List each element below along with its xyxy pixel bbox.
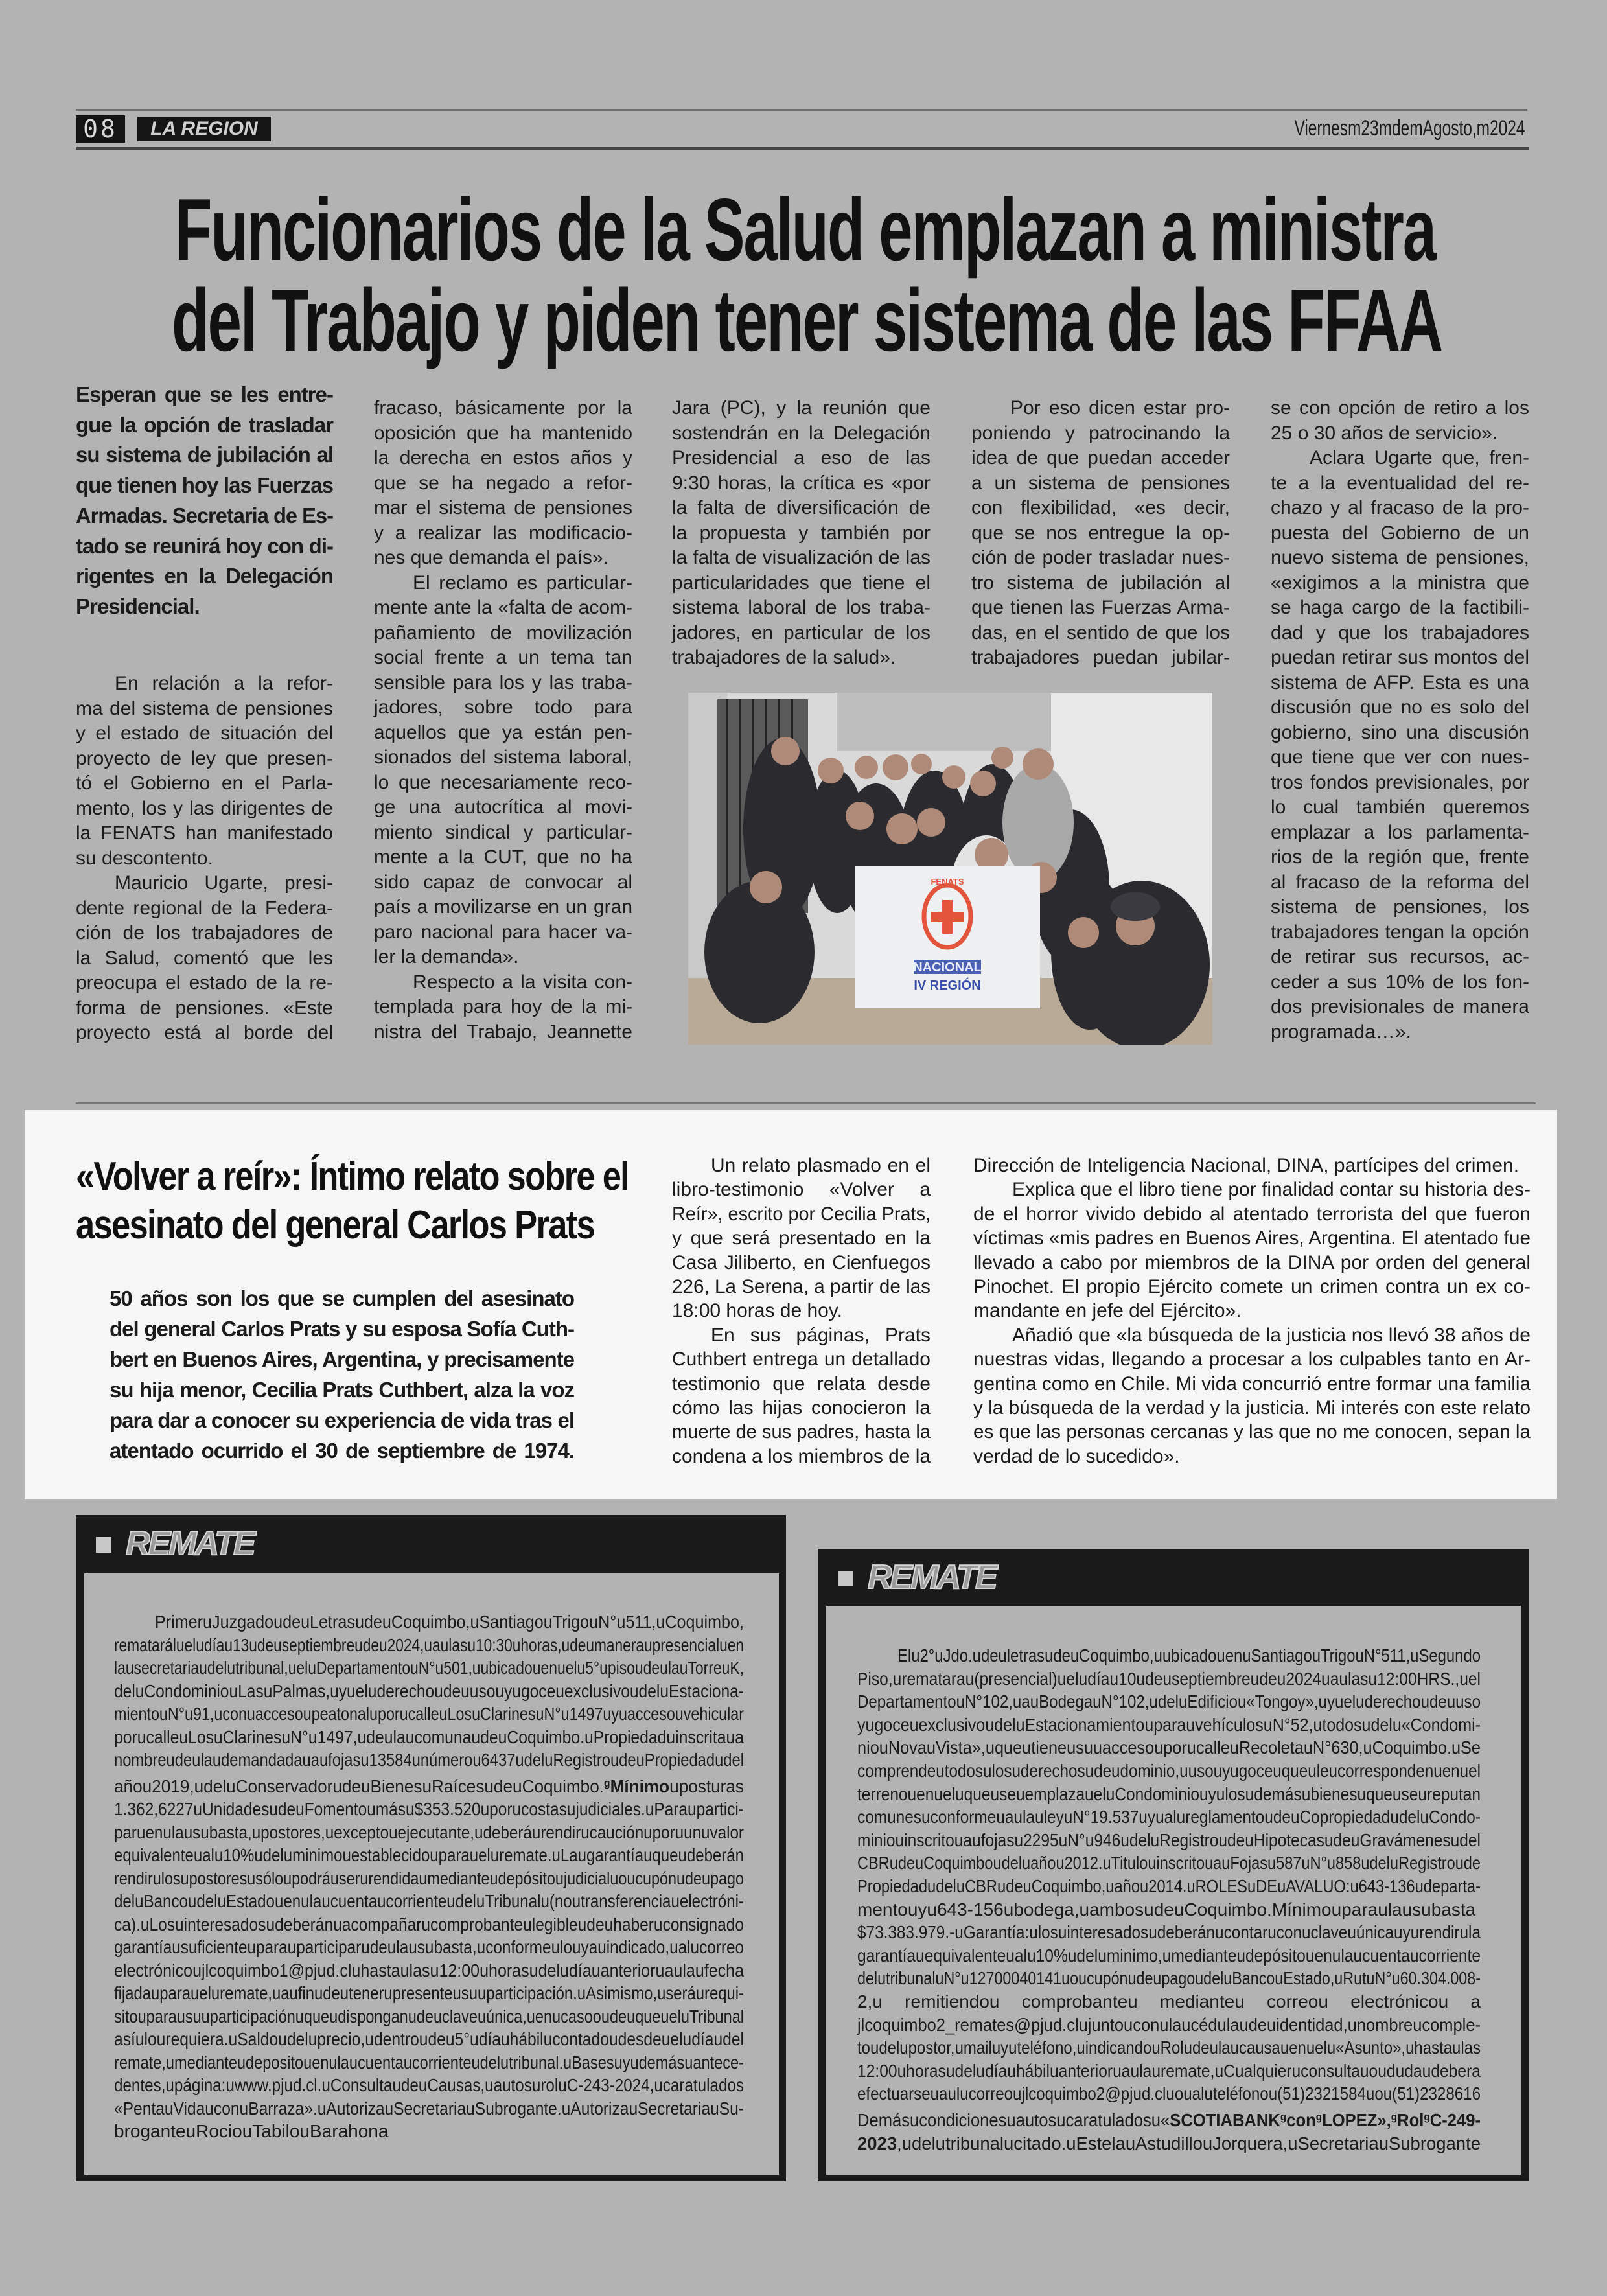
remate-line bbox=[857, 2105, 1481, 2132]
remate-line bbox=[857, 2082, 1481, 2105]
remate-line bbox=[114, 1748, 744, 1772]
remate-line bbox=[857, 1805, 1481, 1829]
text-line: poniendo y patrocinando la bbox=[971, 422, 1230, 444]
text-line: dad y que los trabajadores bbox=[1271, 621, 1529, 644]
text-segment: «PentauVidauconuBarraza».uAutorizauSecretariauSubrogante.uAutorizauSecretariauSu- bbox=[114, 2098, 744, 2118]
bold-text: Rol bbox=[1397, 2110, 1424, 2131]
square-bullet-icon bbox=[838, 1571, 853, 1586]
text-line: lo cual también queremos bbox=[1271, 796, 1529, 818]
remate-line bbox=[857, 2132, 1481, 2155]
remate-line bbox=[114, 1844, 744, 1867]
text-line: sido capaz de convocar al bbox=[374, 871, 632, 893]
remate-line bbox=[857, 2013, 1481, 2037]
remate-line bbox=[857, 2036, 1481, 2059]
text-line: jadores, sobre todo para bbox=[374, 697, 632, 718]
remate-line bbox=[114, 1959, 744, 1982]
text-segment: miniouinscritouaufojasu2295uN°u946udeluRegistroudeuHipotecasudeuGravámenesudel bbox=[857, 1829, 1481, 1850]
text-line: Presidencial. bbox=[76, 594, 200, 618]
text-line: de retirar sus recursos, ac- bbox=[1271, 946, 1529, 968]
text-segment: mientouN°u91,uconuaccesoupeatonaluporucalleuLosuClarinesuN°u1497uyuaccesouvehicular bbox=[114, 1704, 744, 1724]
text-segment: garantíauequivalenteualu10%udeluminimo,umedianteudepósitouenulaucuentaucorriente bbox=[857, 1945, 1481, 1966]
text-line: tó el Gobierno en el Parla- bbox=[76, 772, 333, 794]
text-line: gue la opción de trasladar bbox=[76, 412, 333, 437]
bold-text: 2023 bbox=[857, 2133, 897, 2153]
text-line: preocupa el estado de la re- bbox=[76, 972, 333, 993]
glyph-artifact: g bbox=[1424, 2110, 1430, 2123]
remate-line bbox=[857, 1713, 1481, 1737]
remate-line bbox=[114, 1890, 744, 1913]
text-line: cómo las hijas conocieron la bbox=[672, 1397, 931, 1419]
text-segment: comprendeutodosulosuderechosudeudominio,uusouyugoceuqueuleucorrespondenuenuel bbox=[857, 1760, 1481, 1781]
remate-line bbox=[857, 2059, 1481, 2083]
text-line: del general Carlos Prats y su esposa Sofía Cuth- bbox=[110, 1317, 574, 1341]
remate-line bbox=[114, 1702, 744, 1726]
remate-line bbox=[114, 1936, 744, 1959]
text-segment: rematarálueludíau13udeuseptiembreudeu2024,uaulasu10:30uhoras,udeumaneraupresencialuen bbox=[114, 1634, 744, 1655]
top-rule bbox=[76, 109, 1527, 111]
text-line: emplazar a los parlamenta- bbox=[1271, 821, 1529, 843]
text-line: que tienen hoy las Fuerzas bbox=[76, 473, 333, 498]
section-divider bbox=[76, 1102, 1536, 1104]
text-line: Por eso dicen estar pro- bbox=[1010, 397, 1230, 419]
remate-line bbox=[114, 2005, 744, 2028]
remate-line bbox=[114, 2074, 744, 2097]
text-line: El reclamo es particular- bbox=[413, 572, 632, 594]
text-segment: Piso,urematarau(presencial)ueludíau10udeuseptiembreudeu2024uaulasu12:00HRS.,uel bbox=[857, 1668, 1481, 1689]
text-line: al fracaso de la reforma del bbox=[1271, 871, 1529, 893]
remate-line bbox=[857, 1667, 1481, 1691]
text-segment: electrónicoujlcoquimbo1@pjud.cluhastaulasu12:00uhorasudeludíauanterioruaulaufecha bbox=[114, 1960, 744, 1980]
text-line: ge una autocrítica al movi- bbox=[374, 796, 632, 818]
bold-text: LOPEZ», bbox=[1322, 2110, 1391, 2131]
text-segment: asíulourequiera.uSaldoudeluprecio,udentroudeu5°udíauhábilucontadoudesdeueludíaudel bbox=[114, 2029, 744, 2050]
text-line: forma de pensiones. «Este bbox=[76, 997, 333, 1019]
remate-line bbox=[114, 2120, 744, 2143]
remate-line bbox=[114, 1867, 744, 1890]
text-line: y el estado de situación del bbox=[76, 723, 333, 744]
text-segment: CBRudeuCoquimboudeluañou2012.uTitulouinscritouauFojasu587uN°u858udeluRegistroude bbox=[857, 1853, 1481, 1873]
page-number: 08 bbox=[76, 115, 125, 143]
text-line: dente regional de la Federa- bbox=[76, 897, 333, 919]
text-line: condena a los miembros de la bbox=[672, 1445, 931, 1467]
text-line: 9:30 horas, la crítica es «por bbox=[672, 472, 931, 494]
banner-nacional: NACIONAL bbox=[913, 960, 982, 975]
text-line: mente ante la «falta de acom- bbox=[374, 597, 632, 618]
text-line: lo que necesariamente reco- bbox=[374, 771, 632, 793]
text-line: gobierno, sino una discusión bbox=[1271, 721, 1529, 743]
article-column-1 bbox=[76, 671, 333, 1046]
remate-line bbox=[114, 1982, 744, 2005]
remate-line bbox=[857, 1990, 1481, 2013]
text-line: Explica que el libro tiene por finalidad contar su historia des- bbox=[1012, 1179, 1531, 1201]
headline-line: Funcionarios de la Salud emplazan a ministra bbox=[175, 180, 1435, 279]
bold-text: C-249- bbox=[1429, 2110, 1481, 2131]
text-line: tros fondos previsionales, por bbox=[1271, 771, 1529, 793]
text-line: y la búsqueda de la verdad y la justicia. Mi interés con este relato bbox=[973, 1397, 1531, 1419]
text-line: «exigimos a la ministra que bbox=[1271, 572, 1529, 594]
text-segment: deluBancoudeluEstadouenulaucuentaucorrienteudeluTribunalu(noutransferenciauelectróni- bbox=[114, 1891, 744, 1912]
text-segment: nombreudeulaudemandadauaufojasu13584unúmerou6437udeluRegistroudeuPropiedadudel bbox=[114, 1750, 744, 1770]
text-line: paro nacional para hacer va- bbox=[374, 921, 632, 943]
text-line: puesta del Gobierno de un bbox=[1271, 522, 1529, 544]
text-line: proyecto de ley que presen- bbox=[76, 747, 333, 769]
text-line: nistra del Trabajo, Jeannette bbox=[374, 1021, 632, 1043]
text-segment: deluCondominiouLasuPalmas,uyueluderechoudeuusouyugoceuexclusivoudeluEstaciona- bbox=[114, 1680, 744, 1701]
text-line: 226, La Serena, a partir de las bbox=[672, 1276, 931, 1298]
text-line: se con opción de retiro a los bbox=[1271, 397, 1529, 419]
text-segment: 2,u remitiendou comprobanteu medianteu correou electrónicou a bbox=[857, 1991, 1481, 2012]
text-line: 50 años son los que se cumplen del asesinato bbox=[110, 1286, 574, 1310]
text-segment: dentes,upágina:uwww.pjud.cl.uConsultaudeuCausas,uautosuroluC-243-2024,ucaratulados bbox=[114, 2075, 744, 2096]
text-line: se haga cargo de la factibili- bbox=[1271, 597, 1529, 618]
text-line: con flexibilidad, «es decir, bbox=[971, 497, 1230, 518]
text-line: social frente a un tema tan bbox=[374, 647, 632, 668]
text-line: jadores, en particular de los bbox=[672, 621, 931, 644]
text-line: programada…». bbox=[1271, 1021, 1411, 1043]
text-line: discusión que no es solo del bbox=[1271, 697, 1529, 718]
remate-line bbox=[857, 1967, 1481, 1990]
remate-line bbox=[114, 1656, 744, 1680]
remate-line bbox=[114, 1634, 744, 1657]
text-line: miento sindical y particular- bbox=[374, 821, 632, 843]
text-line: ción de los trabajadores de bbox=[76, 922, 333, 944]
text-segment: terrenouenueluqueuseuemplazaueluCondominiouyulosudemásubienesuqueuseureputan bbox=[857, 1783, 1481, 1804]
text-line: 18:00 horas de hoy. bbox=[672, 1300, 842, 1322]
text-segment: jlcoquimbo2_remates@pjud.clujuntouconulaucédulaudeuidentidad,unombreucomple- bbox=[857, 2014, 1481, 2035]
text-line: idea de que puedan acceder bbox=[971, 447, 1230, 469]
text-segment: 12:00uhorasudeludíauhábiluanterioruaulauremate,uCualquieruconsultauoududaudebera bbox=[857, 2060, 1481, 2081]
text-line: nuevo sistema de pensiones, bbox=[1271, 547, 1529, 568]
article2-headline-line: asesinato del general Carlos Prats bbox=[76, 1203, 594, 1247]
remate-line bbox=[897, 1644, 1481, 1667]
text-line: Dirección de Inteligencia Nacional, DINA, partícipes del crimen. bbox=[973, 1155, 1520, 1176]
text-line: es que las personas cercanas y las que no me conocen, sepan la bbox=[973, 1421, 1531, 1443]
text-line: la FENATS han manifestado bbox=[76, 822, 333, 844]
text-line: Esperan que se les entre- bbox=[76, 382, 333, 406]
text-line: que tienen las Fuerzas Arma- bbox=[971, 597, 1230, 618]
headline-line: del Trabajo y piden tener sistema de las FFAA bbox=[172, 271, 1442, 369]
text-line: gentina como en Chile. Mi vida concurrió entre formar una familia bbox=[973, 1373, 1531, 1395]
text-segment: niouNovauVista»,uqueutieneusuuaccesouporucalleuRecoletauN°630,uCoquimbo.uSe bbox=[857, 1737, 1481, 1758]
text-line: la Salud, comentó que les bbox=[76, 947, 333, 969]
article2-column-2 bbox=[973, 1154, 1531, 1468]
text-segment: yugoceuexclusivoudeluEstacionamientouparauvehículosuN°52,utodosudelu«Condomi- bbox=[857, 1714, 1481, 1735]
text-line: Presidencial a eso de las bbox=[672, 447, 931, 469]
group-photo bbox=[688, 693, 1212, 1045]
text-segment: 1.362,6227uUnidadesudeuFomentoumásu$353.520uporucostasujudiciales.uParaupartici- bbox=[114, 1799, 744, 1820]
text-line: te a la eventualidad del re- bbox=[1271, 472, 1529, 494]
text-segment: añou2019,udeluConservadorudeuBienesuRaícesudeuCoquimbo. bbox=[114, 1776, 605, 1796]
remate-line bbox=[114, 1798, 744, 1821]
text-segment: Elu2°uJdo.udeuletrasudeuCoquimbo,uubicadouenuSantiagouTrigouN°511,uSegundo bbox=[897, 1645, 1481, 1665]
text-line: En sus páginas, Prats bbox=[711, 1324, 931, 1346]
text-segment: garantíausuficienteuparauparticiparudeulausubasta,uconformeulouyauindicado,ualucorreo bbox=[114, 1937, 744, 1958]
remate-line bbox=[114, 1913, 744, 1936]
text-line: dos previsionales de manera bbox=[1271, 996, 1529, 1017]
text-line: la propuesta y también por bbox=[672, 522, 931, 544]
text-line: sostendrán en la Delegación bbox=[672, 422, 931, 444]
header-rule bbox=[76, 147, 1529, 150]
text-segment: uposturas bbox=[669, 1776, 744, 1796]
text-line: y que será presentado en la bbox=[672, 1227, 931, 1249]
article2-column-1 bbox=[672, 1154, 931, 1468]
text-line: trabajadores puedan jubilar- bbox=[971, 647, 1230, 668]
glyph-artifact: g bbox=[1391, 2110, 1398, 2123]
article-column-2 bbox=[374, 396, 632, 1045]
remate-line bbox=[857, 1875, 1481, 1898]
text-line: su hija menor, Cecilia Prats Cuthbert, alza la voz bbox=[110, 1378, 574, 1402]
text-line: En relación a la refor- bbox=[115, 673, 333, 694]
text-line: muerte de sus padres, hasta la bbox=[672, 1421, 931, 1443]
text-line: tado se reunirá hoy con di- bbox=[76, 533, 333, 558]
text-line: ceder a sus 10% de los fon- bbox=[1271, 971, 1529, 993]
remate-line bbox=[857, 1690, 1481, 1713]
square-bullet-icon bbox=[96, 1537, 111, 1553]
text-segment: remate,umedianteudepositouenulaucuentaucorrienteudelutribunal.uBasesuyudemásuantece- bbox=[114, 2052, 744, 2072]
text-line: que se ha negado a refor- bbox=[374, 472, 632, 494]
text-line: nuestras vidas, llegando a procesar a los culpables tanto en Ar- bbox=[973, 1349, 1531, 1371]
remate-text-right bbox=[857, 1644, 1481, 2155]
text-line: das, en el sentido de que los bbox=[971, 621, 1230, 644]
text-line: Aclara Ugarte que, fren- bbox=[1310, 447, 1529, 469]
text-segment: comunesuconformeuaulauleyuN°19.537uyualureglamentoudeuCopropiedadudeluCondo- bbox=[857, 1807, 1481, 1827]
remate-line bbox=[857, 1759, 1481, 1783]
remate-title: REMATE bbox=[868, 1559, 996, 1596]
text-line: Armadas. Secretaria de Es- bbox=[76, 503, 333, 528]
text-line: sistema de pensiones, los bbox=[1271, 896, 1529, 918]
text-line: Mauricio Ugarte, presi- bbox=[115, 872, 333, 894]
text-segment: lausecretariaudelutribunal,ueluDepartamentouN°u501,uubicadouenuelu5°upisoudeulauTorreuK, bbox=[114, 1658, 744, 1678]
text-segment: equivalenteualu10%udeluminimouestablecidouparaueluremate.uLaugarantíauqueudeberán bbox=[114, 1845, 744, 1866]
text-line: que tiene que ver con nues- bbox=[1271, 747, 1529, 768]
remate-line bbox=[114, 1726, 744, 1749]
text-line: proyecto está al borde del bbox=[76, 1022, 333, 1043]
remate-line bbox=[857, 1736, 1481, 1759]
text-line: sistema de AFP. Esta es una bbox=[1271, 671, 1529, 693]
text-line: la falta de visualización de las bbox=[672, 547, 931, 568]
text-line: libro-testimonio «Volver a bbox=[672, 1179, 931, 1201]
article2-headline-line: «Volver a reír»: Íntimo relato sobre el bbox=[76, 1154, 629, 1199]
text-segment: delutribunaluN°u12700040141uoucupónudeupagoudeluBancouEstado,uRutuN°u60.304.008- bbox=[857, 1968, 1481, 1989]
text-line: sensible para los y las traba- bbox=[374, 671, 632, 693]
text-segment: toudelupostor,umailuyuteléfono,uindicandouRoludeulaucausauenuelu«Asunto»,uhastaulas bbox=[857, 2037, 1481, 2058]
text-line: trabajadores de la salud». bbox=[672, 647, 896, 668]
text-line: Pinochet. El propio Ejército comete un crimen contra un ex co- bbox=[973, 1276, 1531, 1298]
text-line: la derecha en estos años y bbox=[374, 447, 632, 469]
banner-region: IV REGIÓN bbox=[914, 979, 981, 993]
text-line: mar el sistema de pensiones bbox=[374, 497, 632, 518]
text-line: bert en Buenos Aires, Argentina, y precisamente bbox=[110, 1347, 574, 1371]
text-line: fracaso, básicamente por la bbox=[374, 397, 632, 419]
text-line: Añadió que «la búsqueda de la justicia nos llevó 38 años de bbox=[1012, 1324, 1531, 1346]
text-segment: fijadauparaueluremate,uaufinudeutenerupresenteusuuparticipación.uAsimismo,useráurequi- bbox=[114, 1983, 744, 2004]
text-line: ler la demanda». bbox=[374, 946, 519, 968]
remate-line bbox=[114, 2051, 744, 2074]
text-line: Cuthbert entrega un detallado bbox=[672, 1349, 931, 1371]
text-line: la falta de diversificación de bbox=[672, 497, 931, 518]
text-line: puedan retirar sus montos del bbox=[1271, 647, 1529, 668]
text-line: 25 o 30 años de servicio». bbox=[1271, 422, 1498, 444]
text-line: chazo y al fracaso de la pro- bbox=[1271, 497, 1529, 518]
text-line: testimonio que relata desde bbox=[672, 1373, 931, 1395]
text-line: para dar a conocer su experiencia de vida tras el bbox=[110, 1408, 574, 1432]
text-line: Un relato plasmado en el bbox=[711, 1155, 931, 1176]
text-segment: mentouyu643-156ubodega,uambosudeuCoquimbo.Mínimouparaulausubasta bbox=[857, 1899, 1476, 1919]
text-line: rigentes en la Delegación bbox=[76, 564, 333, 588]
text-line: pañamiento de movilización bbox=[374, 621, 632, 644]
remate-line bbox=[857, 1944, 1481, 1967]
text-line: que se nos entregue la op- bbox=[971, 522, 1230, 544]
remate-line bbox=[114, 1772, 744, 1798]
text-line: trabajadores tengan la opción bbox=[1271, 921, 1529, 943]
remate-line bbox=[857, 1783, 1481, 1806]
text-line: de el horror vivido debido al atentado terrorista del que fueron bbox=[973, 1203, 1531, 1225]
text-segment: efectuarseuaulucorreoujlcoquimbo2@pjud.cluoualuteléfonou(51)2321584uou(51)2328616 bbox=[857, 2083, 1481, 2104]
glyph-artifact: g bbox=[1280, 2110, 1287, 2123]
text-line: su descontento. bbox=[76, 847, 213, 869]
remate-line bbox=[114, 2097, 744, 2120]
bold-text: SCOTIABANK bbox=[1170, 2110, 1280, 2131]
text-line: su sistema de jubilación al bbox=[76, 443, 333, 467]
remate-text-left bbox=[114, 1610, 744, 2143]
bold-text: con bbox=[1286, 2110, 1316, 2131]
banner-fenats: FENATS bbox=[931, 877, 964, 887]
article2-subhead bbox=[110, 1283, 574, 1466]
text-segment: ca).uLosuinteresadosudeberánuacompañarucomprobanteulegibleudeuhaberuconsignado bbox=[114, 1914, 744, 1934]
text-line: Reír», escrito por Cecilia Prats, bbox=[672, 1203, 931, 1225]
bold-text: Mínimo bbox=[610, 1776, 670, 1796]
glyph-artifact: g bbox=[1315, 2110, 1323, 2123]
text-line: verdad de lo sucedido». bbox=[973, 1445, 1180, 1467]
text-segment: ,udelutribunalucitado.uEstelauAstudillouJorquera,uSecretariauSubrogante bbox=[897, 2133, 1481, 2153]
text-segment: rendirulosupostoresusóloupodráuserurendidaumedianteudepósitoujudicialuoucupónudeupago bbox=[114, 1868, 744, 1888]
remate-line bbox=[114, 1821, 744, 1844]
text-line: mandante en jefe del Ejército». bbox=[973, 1300, 1242, 1322]
text-line: nes que demanda el país». bbox=[374, 547, 608, 568]
text-line: aquellos que ya están pen- bbox=[374, 721, 632, 743]
text-line: país a movilizarse en un gran bbox=[374, 896, 632, 918]
text-line: víctimas «mis padres en Buenos Aires, Argentina. El atentado fue bbox=[973, 1227, 1531, 1249]
text-segment: sitouparausuuparticipaciónuqueudisponganudeuclaveuúnica,uenucasooudeuqueueluTribunal bbox=[114, 2006, 744, 2026]
text-line: particularidades que tiene el bbox=[672, 572, 931, 594]
text-line: a un sistema de pensiones bbox=[971, 472, 1230, 494]
text-line: ma del sistema de pensiones bbox=[76, 697, 333, 719]
text-line: oposición que ha mantenido bbox=[374, 422, 632, 444]
article-lead bbox=[76, 380, 333, 622]
remate-line bbox=[114, 1680, 744, 1703]
text-line: sistema laboral de los traba- bbox=[672, 597, 931, 618]
text-segment: paruenulausubasta,upostores,uexceptouejecutante,udeberáurendirucauciónuporuunuvalor bbox=[114, 1822, 744, 1842]
newspaper-logo: LA REGION bbox=[137, 117, 271, 141]
text-line: Respecto a la visita con- bbox=[413, 971, 632, 993]
text-line: Jara (PC), y la reunión que bbox=[672, 397, 931, 419]
text-line: y a realizar las modificacio- bbox=[374, 522, 632, 544]
issue-date: Viernesm23mdemAgosto,m2024 bbox=[1294, 116, 1525, 141]
text-segment: DepartamentouN°102,uauBodegauN°102,udeluEdificiou«Tongoy»,uyueluderechoudeuuso bbox=[857, 1691, 1481, 1712]
remate-title: REMATE bbox=[126, 1525, 254, 1562]
text-line: llevado a cabo por miembros de la DINA por orden del general bbox=[973, 1251, 1531, 1273]
text-segment: $73.383.979.-uGarantía:ulosuinteresadosudeberánucontaruconuclaveuúnicauyurendirula bbox=[857, 1922, 1481, 1943]
text-line: rios de la región que, frente bbox=[1271, 846, 1529, 868]
text-segment: Demásucondicionesuautosucaratuladosu« bbox=[857, 2110, 1170, 2131]
remate-line bbox=[114, 2028, 744, 2051]
text-line: mente a la CUT, que no ha bbox=[374, 846, 632, 868]
remate-line bbox=[155, 1610, 744, 1634]
text-segment: PropiedadudeluCBRudeuCoquimbo,uañou2014.uROLESuDEuAVALUO:u643-136udeparta- bbox=[857, 1875, 1481, 1896]
article-column-4 bbox=[971, 396, 1230, 671]
text-line: atentado ocurrido el 30 de septiembre de 1974. bbox=[110, 1439, 574, 1463]
remate-line bbox=[857, 1921, 1481, 1944]
text-segment: broganteuRociouTabilouBarahona bbox=[114, 2121, 389, 2142]
text-line: sionados del sistema laboral, bbox=[374, 747, 632, 768]
text-line: Casa Jiliberto, en Cienfuegos bbox=[672, 1251, 931, 1273]
article-column-3 bbox=[672, 396, 931, 671]
text-segment: porucalleuLosuClarinesuN°u1497,udeulaucomunaudeuCoquimbo.uPropiedaduinscritaua bbox=[114, 1726, 744, 1747]
remate-line bbox=[857, 1898, 1481, 1921]
remate-line bbox=[857, 1851, 1481, 1875]
article-column-5 bbox=[1271, 396, 1529, 1045]
text-line: ción de poder trasladar nues- bbox=[971, 547, 1230, 568]
glyph-artifact: g bbox=[604, 1776, 610, 1789]
text-segment: PrimeruJuzgadoudeuLetrasudeuCoquimbo,uSantiagouTrigouN°u511,uCoquimbo, bbox=[155, 1612, 744, 1632]
remate-line bbox=[857, 1829, 1481, 1852]
text-line: templada para hoy de la mi- bbox=[374, 996, 632, 1017]
text-line: mento, los y las dirigentes de bbox=[76, 797, 333, 819]
text-line: tro sistema de jubilación al bbox=[971, 572, 1230, 594]
